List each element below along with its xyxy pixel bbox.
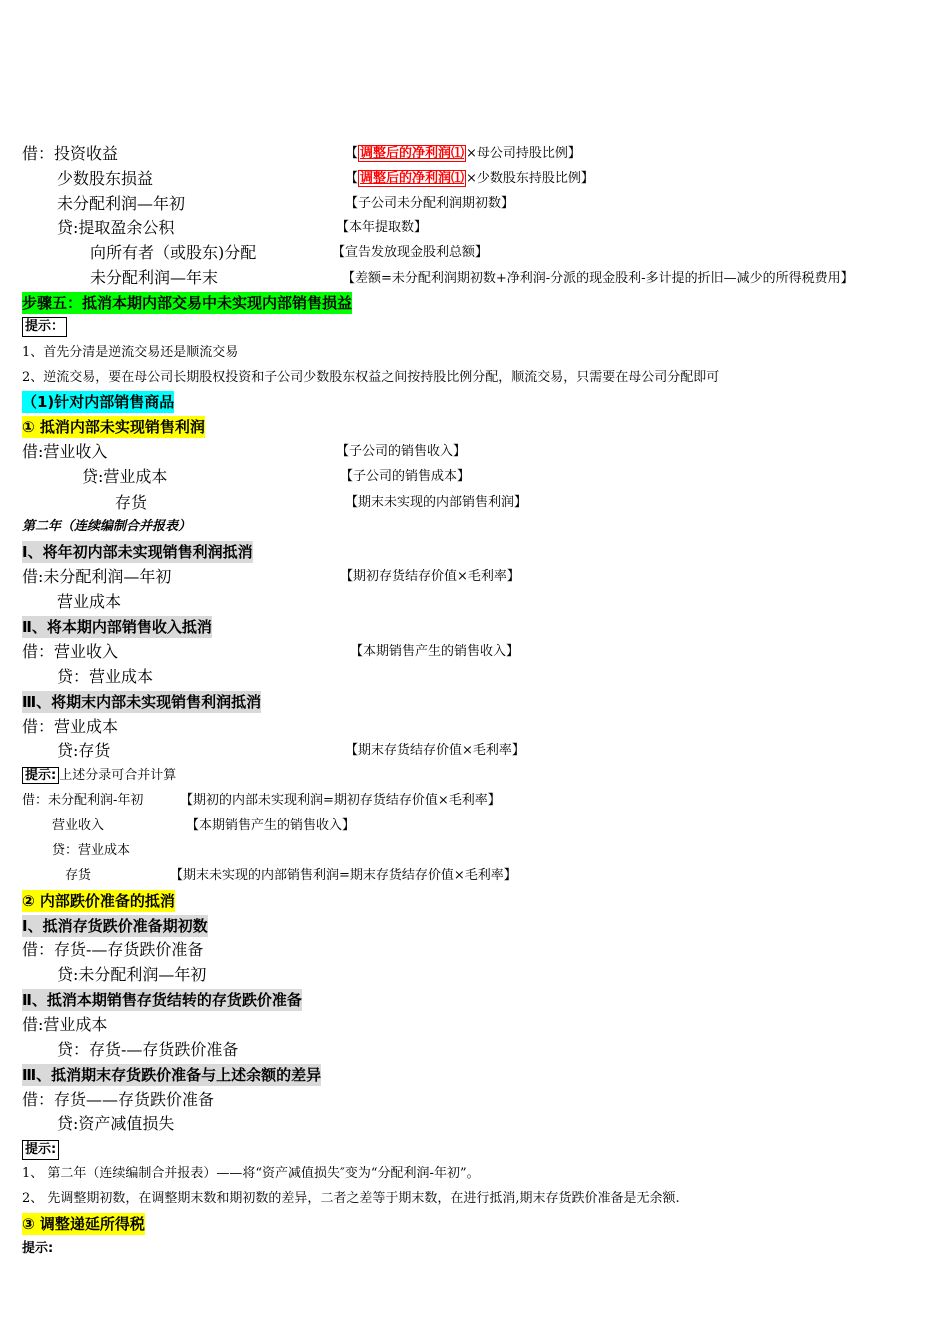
entry-distribution-to-owners: 向所有者（或股东)分配 bbox=[90, 243, 257, 262]
entry-retained-earnings-end: 未分配利润—年末 bbox=[90, 268, 219, 287]
combined-tip bbox=[22, 765, 176, 787]
note-sub-revenue: 【子公司的销售收入】 bbox=[336, 444, 467, 459]
note-sub-cost: 【子公司的销售成本】 bbox=[340, 469, 471, 484]
tip-label: 提示: bbox=[22, 1241, 54, 1256]
note-surplus-reserve: 【本年提取数】 bbox=[336, 220, 428, 235]
tip-text: 上述分录可合并计算 bbox=[59, 768, 177, 783]
heading-end-unrealized: Ⅲ、将期末内部未实现销售利润抵消 bbox=[22, 693, 262, 711]
note-unrealized-profit: 【期末未实现的内部销售利润】 bbox=[345, 495, 528, 510]
combined-inventory: 存货 bbox=[65, 868, 92, 883]
entry-debit-revenue: 借:营业收入 bbox=[22, 442, 108, 461]
tip-label: 提示: bbox=[22, 767, 59, 784]
entry-operating-cost: 营业成本 bbox=[57, 592, 122, 611]
subsection-unrealized-profit: ① 抵消内部未实现销售利润 bbox=[22, 418, 205, 436]
note-distribution: 【宣告发放现金股利总额】 bbox=[332, 245, 489, 260]
entry-credit-cost-2: 贷：营业成本 bbox=[57, 667, 154, 686]
tip-line-1: 1、首先分清是逆流交易还是顺流交易 bbox=[22, 345, 239, 360]
note-bracket: 【 bbox=[345, 146, 359, 161]
heading-current-revenue: Ⅱ、将本期内部销售收入抵消 bbox=[22, 618, 212, 636]
heading-reserve-current: Ⅱ、抵消本期销售存货结转的存货跌价准备 bbox=[22, 991, 302, 1009]
note-text: ×母公司持股比例】 bbox=[466, 146, 581, 161]
tip-label: 提示: bbox=[22, 1140, 59, 1160]
tip-line-2: 2、逆流交易，要在母公司长期股权投资和子公司少数股东权益之间按持股比例分配，顺流交易，只需要在母公司分配即可 bbox=[22, 370, 720, 385]
note-text: ×少数股东持股比例】 bbox=[466, 171, 594, 186]
subsection-impairment-reserve: ② 内部跌价准备的抵消 bbox=[22, 892, 175, 910]
note-current-revenue: 【本期销售产生的销售收入】 bbox=[350, 644, 520, 659]
entry-debit-cost-3: 借：营业成本 bbox=[22, 717, 119, 736]
heading-begin-unrealized: Ⅰ、将年初内部未实现销售利润抵消 bbox=[22, 543, 253, 561]
entry-credit-retained-begin: 贷:未分配利润—年初 bbox=[57, 965, 207, 984]
note-combined-end: 【期末未实现的内部销售利润=期末存货结存价值×毛利率】 bbox=[170, 868, 517, 883]
note-end-inventory-margin: 【期末存货结存价值×毛利率】 bbox=[345, 743, 525, 758]
entry-inventory: 存货 bbox=[115, 493, 148, 512]
entry-debit-investment-income: 借：投资收益 bbox=[22, 144, 119, 163]
entry-credit-cost: 贷:营业成本 bbox=[82, 467, 168, 486]
entry-credit-impairment-loss: 贷:资产减值损失 bbox=[57, 1114, 175, 1133]
adjusted-net-profit-ref: 调整后的净利润⑴ bbox=[360, 171, 465, 186]
note-combined-revenue: 【本期销售产生的销售收入】 bbox=[186, 818, 356, 833]
note-combined-begin: 【期初的内部未实现利润=期初存货结存价值×毛利率】 bbox=[180, 793, 501, 808]
entry-retained-earnings-begin: 未分配利润—年初 bbox=[57, 194, 186, 213]
heading-reserve-diff: Ⅲ、抵消期末存货跌价准备与上述余额的差异 bbox=[22, 1066, 322, 1084]
note-bracket: 【 bbox=[345, 171, 359, 186]
entry-credit-inventory: 贷:存货 bbox=[57, 741, 111, 760]
heading-reserve-begin: Ⅰ、抵消存货跌价准备期初数 bbox=[22, 917, 208, 935]
combined-credit-cost: 贷：营业成本 bbox=[52, 843, 131, 858]
reserve-tip-1: 1、 第二年（连续编制合并报表）——将“资产减值损失″变为“分配利润-年初”。 bbox=[22, 1166, 480, 1181]
note-retained-earnings-end: 【差额=未分配利润期初数+净利润-分派的现金股利-多计提的折旧—减少的所得税费用】 bbox=[342, 271, 854, 286]
note-investment-income bbox=[345, 143, 581, 165]
combined-debit-retained: 借：未分配利润-年初 bbox=[22, 793, 144, 808]
entry-debit-revenue-2: 借：营业收入 bbox=[22, 642, 119, 661]
entry-debit-reserve: 借：存货-—存货跌价准备 bbox=[22, 940, 204, 959]
section-internal-sales-heading: （1)针对内部销售商品 bbox=[22, 393, 175, 411]
entry-debit-cost-reserve: 借:营业成本 bbox=[22, 1015, 108, 1034]
entry-credit-reserve: 贷：存货-—存货跌价准备 bbox=[57, 1040, 239, 1059]
subsection-deferred-tax: ③ 调整递延所得税 bbox=[22, 1215, 145, 1233]
note-begin-inventory-margin: 【期初存货结存价值×毛利率】 bbox=[340, 569, 520, 584]
entry-minority-interest: 少数股东损益 bbox=[57, 169, 154, 188]
adjusted-net-profit-ref: 调整后的净利润⑴ bbox=[360, 146, 465, 161]
entry-debit-reserve-2: 借：存货——存货跌价准备 bbox=[22, 1090, 215, 1109]
tip-label: 提示： bbox=[22, 317, 67, 337]
combined-revenue: 营业收入 bbox=[52, 818, 105, 833]
year2-heading: 第二年（连续编制合并报表） bbox=[22, 519, 192, 534]
entry-credit-surplus-reserve: 贷:提取盈余公积 bbox=[57, 218, 175, 237]
step5-heading: 步骤五：抵消本期内部交易中未实现内部销售损益 bbox=[22, 294, 353, 312]
entry-debit-retained-begin: 借:未分配利润—年初 bbox=[22, 567, 172, 586]
reserve-tip-2: 2、 先调整期初数，在调整期末数和期初数的差异，二者之差等于期末数，在进行抵消,期末存货跌价准备是无余额. bbox=[22, 1191, 680, 1206]
note-minority-interest bbox=[345, 168, 594, 190]
note-retained-earnings-begin: 【子公司未分配利润期初数】 bbox=[345, 196, 515, 211]
